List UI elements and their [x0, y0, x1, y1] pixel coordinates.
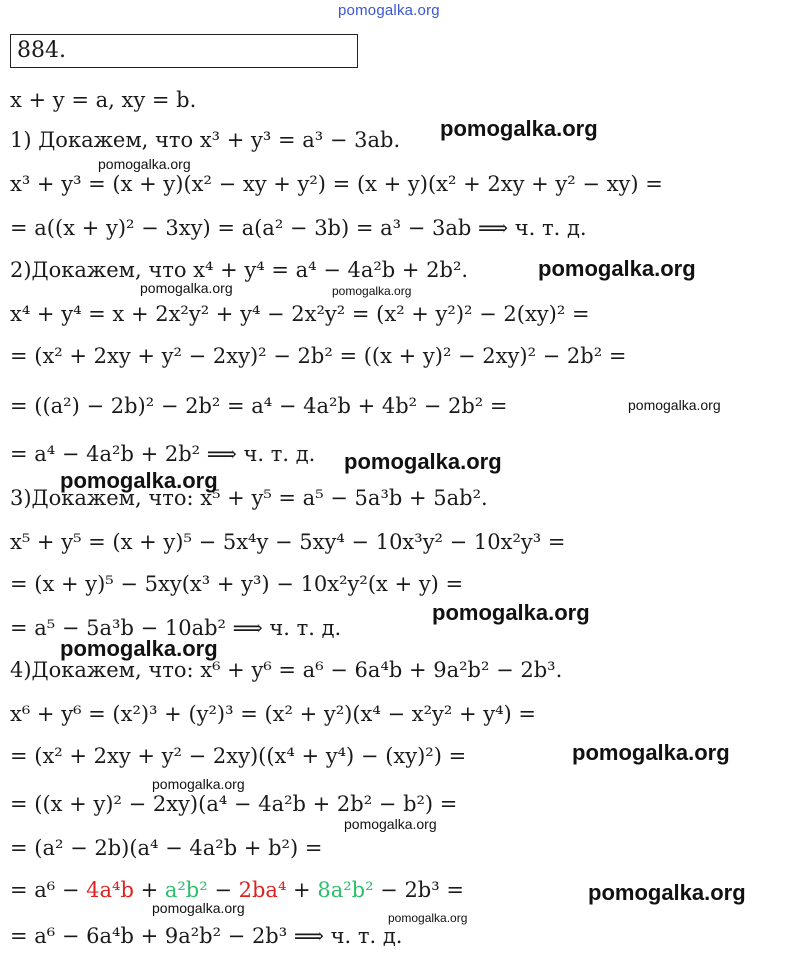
part4-conclusion: = a⁶ − 6a⁴b + 9a²b² − 2b³ ⟹ ч. т. д. — [10, 924, 403, 948]
part2-step1: x⁴ + y⁴ = x + 2x²y² + y⁴ − 2x²y² = (x² + y²)² − 2(xy)² = — [10, 302, 590, 326]
colored-part-1: = a⁶ − — [10, 878, 87, 902]
part2-step4: = a⁴ − 4a²b + 2b² ⟹ ч. т. д. — [10, 442, 316, 466]
part3-step1: x⁵ + y⁵ = (x + y)⁵ − 5x⁴y − 5xy⁴ − 10x³y² − 10x²y³ = — [10, 530, 566, 554]
watermark: pomogalka.org — [60, 636, 218, 661]
watermark: pomogalka.org — [588, 880, 746, 905]
header-watermark: pomogalka.org — [338, 2, 440, 19]
part2-statement: 2)Докажем, что x⁴ + y⁴ = a⁴ − 4a²b + 2b². — [10, 258, 469, 282]
watermark: pomogalka.org — [152, 776, 245, 792]
part3-step3: = a⁵ − 5a³b − 10ab² ⟹ ч. т. д. — [10, 616, 342, 640]
watermark: pomogalka.org — [344, 449, 502, 474]
colored-part-4: + — [286, 878, 318, 902]
watermark: pomogalka.org — [432, 600, 590, 625]
watermark: pomogalka.org — [628, 397, 721, 413]
watermark: pomogalka.org — [98, 156, 191, 172]
watermark: pomogalka.org — [60, 468, 218, 493]
colored-part-2: + — [133, 878, 165, 902]
part4-step1: x⁶ + y⁶ = (x²)³ + (y²)³ = (x² + y²)(x⁴ − x²y² + y⁴) = — [10, 702, 536, 726]
colored-part-5: − 2b³ = — [373, 878, 464, 902]
part1-step1: x³ + y³ = (x + y)(x² − xy + y²) = (x + y)(x² + 2xy + y² − xy) = — [10, 172, 663, 196]
colored-part-3: − — [207, 878, 239, 902]
red-term-2: 2ba⁴ — [238, 878, 287, 902]
red-term-1: 4a⁴b — [86, 878, 134, 902]
watermark: pomogalka.org — [388, 911, 468, 925]
watermark: pomogalka.org — [344, 816, 437, 832]
part4-step2: = (x² + 2xy + y² − 2xy)((x⁴ + y⁴) − (xy)²) = — [10, 744, 467, 768]
problem-number-box — [10, 34, 358, 68]
watermark: pomogalka.org — [440, 116, 598, 141]
part4-statement: 4)Докажем, что: x⁶ + y⁶ = a⁶ − 6a⁴b + 9a²b² − 2b³. — [10, 658, 563, 682]
part3-statement: 3)Докажем, что: x⁵ + y⁵ = a⁵ − 5a³b + 5ab². — [10, 486, 488, 510]
part3-step2: = (x + y)⁵ − 5xy(x³ + y³) − 10x²y²(x + y) = — [10, 572, 464, 596]
part4-step3: = ((x + y)² − 2xy)(a⁴ − 4a²b + 2b² − b²) = — [10, 792, 458, 816]
problem-number: 884. — [17, 38, 66, 63]
watermark: pomogalka.org — [332, 284, 412, 298]
watermark: pomogalka.org — [152, 900, 245, 916]
part2-step3: = ((a²) − 2b)² − 2b² = a⁴ − 4a²b + 4b² − 2b² = — [10, 394, 508, 418]
watermark: pomogalka.org — [572, 740, 730, 765]
green-term-1: a²b² — [164, 878, 208, 902]
given-line: x + y = a, xy = b. — [10, 88, 197, 112]
watermark: pomogalka.org — [140, 280, 233, 296]
part1-step2: = a((x + y)² − 3xy) = a(a² − 3b) = a³ − 3ab ⟹ ч. т. д. — [10, 216, 587, 240]
part2-step2: = (x² + 2xy + y² − 2xy)² − 2b² = ((x + y)² − 2xy)² − 2b² = — [10, 344, 627, 368]
watermark: pomogalka.org — [538, 256, 696, 281]
green-term-2: 8a²b² — [317, 878, 374, 902]
part4-step4: = (a² − 2b)(a⁴ − 4a²b + b²) = — [10, 836, 323, 860]
part1-statement: 1) Докажем, что x³ + y³ = a³ − 3ab. — [10, 128, 401, 152]
